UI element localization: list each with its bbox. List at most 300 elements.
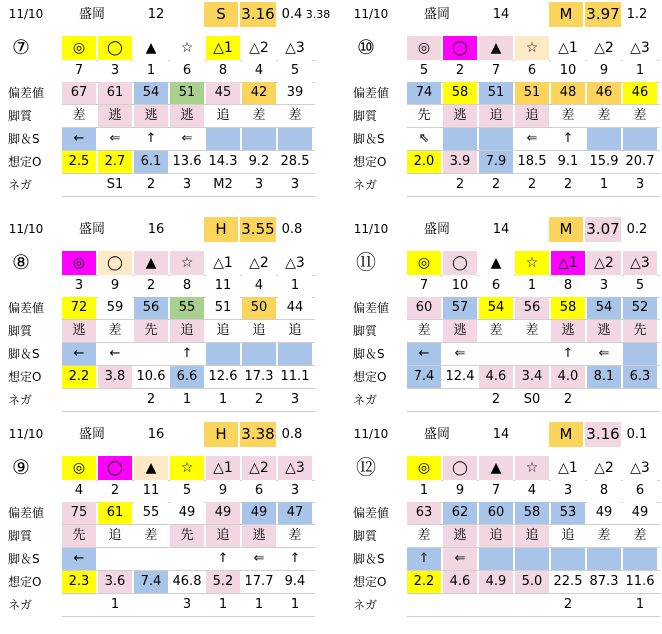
horses-cell: 3 [62, 275, 96, 297]
horses-cell: 2 [134, 275, 168, 297]
dev-cell: 74 [407, 82, 441, 104]
style-cell: 先 [170, 525, 204, 547]
nega-cell [62, 389, 96, 411]
nega-cell [407, 174, 441, 196]
style-cell: 差 [551, 105, 585, 127]
nega-cell: 2 [551, 174, 585, 196]
nega-cell [443, 389, 477, 411]
odds-cell: 12.4 [443, 366, 477, 388]
row-label: ネガ [353, 393, 378, 407]
nega-cell: 1 [98, 594, 132, 616]
marks-cell: ◎ [407, 251, 441, 275]
odds-cell: 4.0 [551, 366, 585, 388]
horses-cell: 1 [134, 60, 168, 82]
dev-cell: 39 [278, 82, 312, 104]
dev-cell: 72 [62, 297, 96, 319]
row-label: 脚質 [353, 529, 378, 543]
horses-cell: 9 [98, 275, 132, 297]
legs-cell [206, 128, 240, 150]
odds-cell: 8.1 [587, 366, 621, 388]
race-score: 3.38 [240, 422, 276, 447]
score-diff: 0.8 [281, 222, 303, 237]
horses-cell: 6 [170, 60, 204, 82]
style-cell: 追 [206, 320, 240, 342]
horses-cell: 1 [515, 275, 549, 297]
legs-cell: ← [98, 343, 132, 365]
marks-cell: △1 [206, 456, 240, 480]
score-diff: 0.4 [281, 7, 303, 22]
race-number: ⑪ [356, 250, 376, 274]
style-cell: 追 [515, 525, 549, 547]
style-cell: 差 [407, 525, 441, 547]
runner-count: 14 [492, 427, 510, 442]
nega-cell: 1 [587, 174, 621, 196]
odds-cell: 15.9 [587, 151, 621, 173]
marks-cell: ◯ [98, 456, 132, 480]
horses-cell: 4 [242, 60, 276, 82]
horses-cell: 5 [623, 275, 657, 297]
dev-cell: 49 [587, 502, 621, 524]
race-header [4, 217, 324, 242]
legs-cell: ← [62, 548, 96, 570]
row-label: 脚＆S [8, 347, 40, 361]
horses-cell: 3 [551, 480, 585, 502]
nega-cell: 2 [551, 389, 585, 411]
race-grade-badge: S [204, 2, 238, 27]
odds-cell: 11.1 [278, 366, 312, 388]
odds-cell: 18.5 [515, 151, 549, 173]
style-cell: 差 [479, 320, 513, 342]
legs-cell [443, 128, 477, 150]
nega-cell [98, 389, 132, 411]
race-score: 3.16 [585, 422, 621, 447]
row-label: 脚質 [8, 324, 33, 338]
runner-count: 14 [492, 222, 510, 237]
race-score: 3.97 [585, 2, 621, 27]
race-panel [349, 2, 662, 202]
odds-cell: 6.1 [134, 151, 168, 173]
row-label: 脚＆S [353, 132, 385, 146]
nega-cell: 3 [278, 174, 312, 196]
horses-cell: 8 [206, 60, 240, 82]
row-divider [407, 411, 660, 412]
legs-cell [479, 128, 513, 150]
legs-cell [134, 343, 168, 365]
style-cell: 差 [278, 105, 312, 127]
nega-cell: 2 [479, 174, 513, 196]
runner-count: 16 [147, 427, 165, 442]
legs-cell: ⇐ [515, 128, 549, 150]
marks-cell: ◯ [443, 251, 477, 275]
legs-cell: ↑ [407, 548, 441, 570]
style-cell: 差 [98, 320, 132, 342]
horses-cell: 1 [278, 275, 312, 297]
extra-score [649, 422, 662, 447]
marks-cell: △1 [551, 36, 585, 60]
dev-cell: 56 [134, 297, 168, 319]
legs-cell: ⇐ [170, 128, 204, 150]
style-cell: 追 [551, 525, 585, 547]
nega-cell: 1 [623, 594, 657, 616]
style-cell: 逃 [443, 105, 477, 127]
nega-cell: 2 [242, 389, 276, 411]
nega-cell [587, 389, 621, 411]
nega-cell [443, 594, 477, 616]
odds-cell: 3.6 [98, 571, 132, 593]
nega-cell [479, 594, 513, 616]
legs-cell [170, 548, 204, 570]
horses-cell: 9 [206, 480, 240, 502]
row-label: ネガ [8, 598, 33, 612]
nega-cell [587, 594, 621, 616]
dev-cell: 51 [170, 82, 204, 104]
style-cell: 追 [479, 105, 513, 127]
extra-score: 3.38 [305, 8, 331, 21]
style-cell: 逃 [98, 105, 132, 127]
odds-cell: 9.4 [278, 571, 312, 593]
marks-cell: ◯ [443, 456, 477, 480]
row-label: 偏差値 [353, 506, 390, 520]
legs-cell [98, 548, 132, 570]
odds-cell: 17.3 [242, 366, 276, 388]
race-venue: 盛岡 [78, 427, 105, 442]
odds-cell: 11.6 [623, 571, 657, 593]
odds-cell: 13.6 [170, 151, 204, 173]
odds-cell: 7.4 [134, 571, 168, 593]
marks-cell: △2 [587, 456, 621, 480]
dev-cell: 75 [62, 502, 96, 524]
nega-cell: 1 [242, 594, 276, 616]
race-grade-badge: M [549, 217, 583, 242]
marks-cell: △2 [242, 36, 276, 60]
nega-cell: S0 [515, 389, 549, 411]
nega-cell: 1 [170, 389, 204, 411]
odds-cell: 9.1 [551, 151, 585, 173]
race-date: 11/10 [8, 7, 44, 21]
nega-cell: S1 [98, 174, 132, 196]
nega-cell: 2 [551, 594, 585, 616]
marks-cell: ▲ [479, 36, 513, 60]
horses-cell: 3 [587, 275, 621, 297]
dev-cell: 58 [551, 297, 585, 319]
odds-cell: 2.3 [62, 571, 96, 593]
odds-cell: 7.9 [479, 151, 513, 173]
dev-cell: 44 [278, 297, 312, 319]
dev-cell: 58 [515, 502, 549, 524]
odds-cell: 3.4 [515, 366, 549, 388]
marks-cell: ☆ [515, 456, 549, 480]
nega-cell: 2 [134, 174, 168, 196]
nega-cell: 1 [278, 594, 312, 616]
style-cell: 逃 [134, 105, 168, 127]
marks-cell: △2 [587, 251, 621, 275]
style-cell: 逃 [62, 320, 96, 342]
marks-cell: △1 [206, 36, 240, 60]
legs-cell: ⇐ [98, 128, 132, 150]
dev-cell: 60 [479, 502, 513, 524]
style-cell: 逃 [587, 320, 621, 342]
marks-cell: ☆ [170, 36, 204, 60]
odds-cell: 2.2 [62, 366, 96, 388]
legs-cell [551, 548, 585, 570]
odds-cell: 12.6 [206, 366, 240, 388]
race-number: ⑩ [357, 35, 375, 59]
style-cell: 追 [479, 525, 513, 547]
style-cell: 先 [62, 525, 96, 547]
race-header [4, 422, 324, 447]
marks-cell: △3 [623, 251, 657, 275]
race-score: 3.55 [240, 217, 276, 242]
runner-count: 16 [147, 222, 165, 237]
horses-cell: 1 [623, 60, 657, 82]
dev-cell: 59 [98, 297, 132, 319]
legs-cell: ↑ [551, 128, 585, 150]
race-date: 11/10 [353, 222, 389, 236]
odds-cell: 46.8 [170, 571, 204, 593]
marks-cell: △3 [278, 251, 312, 275]
race-number: ⑨ [12, 455, 30, 479]
dev-cell: 55 [134, 502, 168, 524]
row-label: 偏差値 [353, 86, 390, 100]
style-cell: 追 [206, 105, 240, 127]
marks-cell: ◎ [62, 36, 96, 60]
race-date: 11/10 [8, 427, 44, 441]
marks-cell: ▲ [479, 251, 513, 275]
horses-cell: 10 [551, 60, 585, 82]
race-grade-badge: M [549, 2, 583, 27]
marks-cell: △3 [278, 456, 312, 480]
marks-cell: △2 [587, 36, 621, 60]
horses-cell: 4 [515, 480, 549, 502]
style-cell: 逃 [443, 525, 477, 547]
nega-cell [407, 594, 441, 616]
style-cell: 逃 [170, 105, 204, 127]
row-divider [62, 411, 315, 412]
dev-cell: 63 [407, 502, 441, 524]
legs-cell: ↑ [134, 128, 168, 150]
dev-cell: 54 [479, 297, 513, 319]
nega-cell: 2 [443, 174, 477, 196]
nega-cell: 1 [206, 594, 240, 616]
race-header [4, 2, 331, 27]
marks-cell: ◯ [443, 36, 477, 60]
marks-cell: ☆ [515, 251, 549, 275]
horses-cell: 6 [479, 275, 513, 297]
dev-cell: 50 [242, 297, 276, 319]
odds-cell: 4.9 [479, 571, 513, 593]
odds-cell: 6.6 [170, 366, 204, 388]
style-cell: 先 [623, 320, 657, 342]
legs-cell: ← [407, 343, 441, 365]
row-label: 想定O [8, 370, 42, 384]
legs-cell [479, 548, 513, 570]
style-cell: 先 [134, 320, 168, 342]
odds-cell: 20.7 [623, 151, 657, 173]
row-label: 偏差値 [353, 301, 390, 315]
style-cell: 差 [407, 320, 441, 342]
legs-cell [623, 343, 657, 365]
row-label: 脚質 [353, 109, 378, 123]
row-label: 脚＆S [353, 347, 385, 361]
legs-cell: ⇐ [443, 548, 477, 570]
odds-cell: 7.4 [407, 366, 441, 388]
legs-cell: ↑ [206, 548, 240, 570]
horses-cell: 1 [407, 480, 441, 502]
marks-cell: ☆ [170, 251, 204, 275]
marks-cell: ◎ [62, 251, 96, 275]
legs-cell: ↑ [170, 343, 204, 365]
race-venue: 盛岡 [423, 7, 450, 22]
nega-cell [515, 594, 549, 616]
style-cell: 差 [242, 105, 276, 127]
runner-count: 12 [147, 7, 165, 22]
row-divider [407, 196, 660, 197]
horses-cell: 6 [623, 480, 657, 502]
race-panel [4, 422, 324, 622]
marks-cell: △3 [278, 36, 312, 60]
legs-cell: ↑ [278, 548, 312, 570]
dev-cell: 46 [587, 82, 621, 104]
race-date: 11/10 [8, 222, 44, 236]
row-divider [62, 616, 315, 617]
nega-cell: 3 [278, 389, 312, 411]
row-divider [62, 196, 315, 197]
marks-cell: ◎ [407, 456, 441, 480]
row-label: 偏差値 [8, 301, 45, 315]
horses-cell: 9 [587, 60, 621, 82]
race-grade-badge: M [549, 422, 583, 447]
odds-cell: 10.6 [134, 366, 168, 388]
legs-cell [587, 548, 621, 570]
style-cell: 逃 [551, 320, 585, 342]
legs-cell [134, 548, 168, 570]
horses-cell: 8 [170, 275, 204, 297]
row-label: ネガ [8, 178, 33, 192]
style-cell: 逃 [443, 320, 477, 342]
style-cell: 差 [134, 525, 168, 547]
horses-cell: 8 [587, 480, 621, 502]
dev-cell: 48 [551, 82, 585, 104]
odds-cell: 14.3 [206, 151, 240, 173]
odds-cell: 17.7 [242, 571, 276, 593]
dev-cell: 58 [443, 82, 477, 104]
odds-cell: 4.6 [443, 571, 477, 593]
horses-cell: 5 [278, 60, 312, 82]
legs-cell: ⇐ [587, 343, 621, 365]
horses-cell: 4 [242, 275, 276, 297]
marks-cell: △1 [551, 251, 585, 275]
race-grade-badge: H [204, 422, 238, 447]
horses-cell: 4 [62, 480, 96, 502]
marks-cell: ☆ [515, 36, 549, 60]
dev-cell: 46 [623, 82, 657, 104]
style-cell: 追 [206, 525, 240, 547]
race-header [349, 2, 662, 27]
style-cell: 逃 [242, 525, 276, 547]
dev-cell: 67 [62, 82, 96, 104]
marks-cell: △2 [242, 456, 276, 480]
legs-cell [623, 548, 657, 570]
marks-cell: ▲ [479, 456, 513, 480]
marks-cell: ▲ [134, 251, 168, 275]
row-label: 脚質 [353, 324, 378, 338]
dev-cell: 51 [206, 297, 240, 319]
row-label: ネガ [8, 393, 33, 407]
marks-cell: △3 [623, 456, 657, 480]
score-diff: 0.1 [626, 427, 648, 442]
horses-cell: 2 [443, 60, 477, 82]
odds-cell: 2.7 [98, 151, 132, 173]
horses-cell: 3 [98, 60, 132, 82]
legs-cell [278, 128, 312, 150]
horses-cell: 2 [98, 480, 132, 502]
dev-cell: 51 [479, 82, 513, 104]
nega-cell [134, 594, 168, 616]
race-number: ⑦ [12, 35, 30, 59]
odds-cell: 9.2 [242, 151, 276, 173]
race-date: 11/10 [353, 427, 389, 441]
odds-cell: 87.3 [587, 571, 621, 593]
nega-cell: 2 [515, 174, 549, 196]
extra-score [649, 2, 662, 27]
style-cell: 差 [62, 105, 96, 127]
row-label: 脚＆S [8, 552, 40, 566]
row-label: 偏差値 [8, 86, 45, 100]
marks-cell: ☆ [170, 456, 204, 480]
style-cell: 先 [407, 105, 441, 127]
race-score: 3.16 [240, 2, 276, 27]
style-cell: 追 [170, 320, 204, 342]
row-divider [407, 616, 660, 617]
horses-cell: 7 [62, 60, 96, 82]
legs-cell [515, 343, 549, 365]
horses-cell: 3 [278, 480, 312, 502]
odds-cell: 5.0 [515, 571, 549, 593]
legs-cell [623, 128, 657, 150]
nega-cell: 3 [242, 174, 276, 196]
dev-cell: 51 [515, 82, 549, 104]
legs-cell [479, 343, 513, 365]
nega-cell: 3 [170, 174, 204, 196]
nega-cell: M2 [206, 174, 240, 196]
race-venue: 盛岡 [423, 427, 450, 442]
score-diff: 1.2 [626, 7, 648, 22]
legs-cell: ← [62, 343, 96, 365]
style-cell: 差 [623, 105, 657, 127]
dev-cell: 55 [170, 297, 204, 319]
odds-cell: 22.5 [551, 571, 585, 593]
race-header [349, 422, 662, 447]
horses-cell: 5 [170, 480, 204, 502]
horses-cell: 10 [443, 275, 477, 297]
nega-cell: 3 [623, 174, 657, 196]
legs-cell: ⇐ [242, 548, 276, 570]
nega-cell [407, 389, 441, 411]
odds-cell: 2.0 [407, 151, 441, 173]
dev-cell: 54 [134, 82, 168, 104]
marks-cell: ◯ [98, 36, 132, 60]
legs-cell [242, 343, 276, 365]
dev-cell: 47 [278, 502, 312, 524]
odds-cell: 2.5 [62, 151, 96, 173]
horses-cell: 6 [515, 60, 549, 82]
horses-cell: 7 [479, 60, 513, 82]
horses-cell: 8 [551, 275, 585, 297]
race-grade-badge: H [204, 217, 238, 242]
legs-cell [278, 343, 312, 365]
extra-score [304, 422, 332, 447]
dev-cell: 45 [206, 82, 240, 104]
